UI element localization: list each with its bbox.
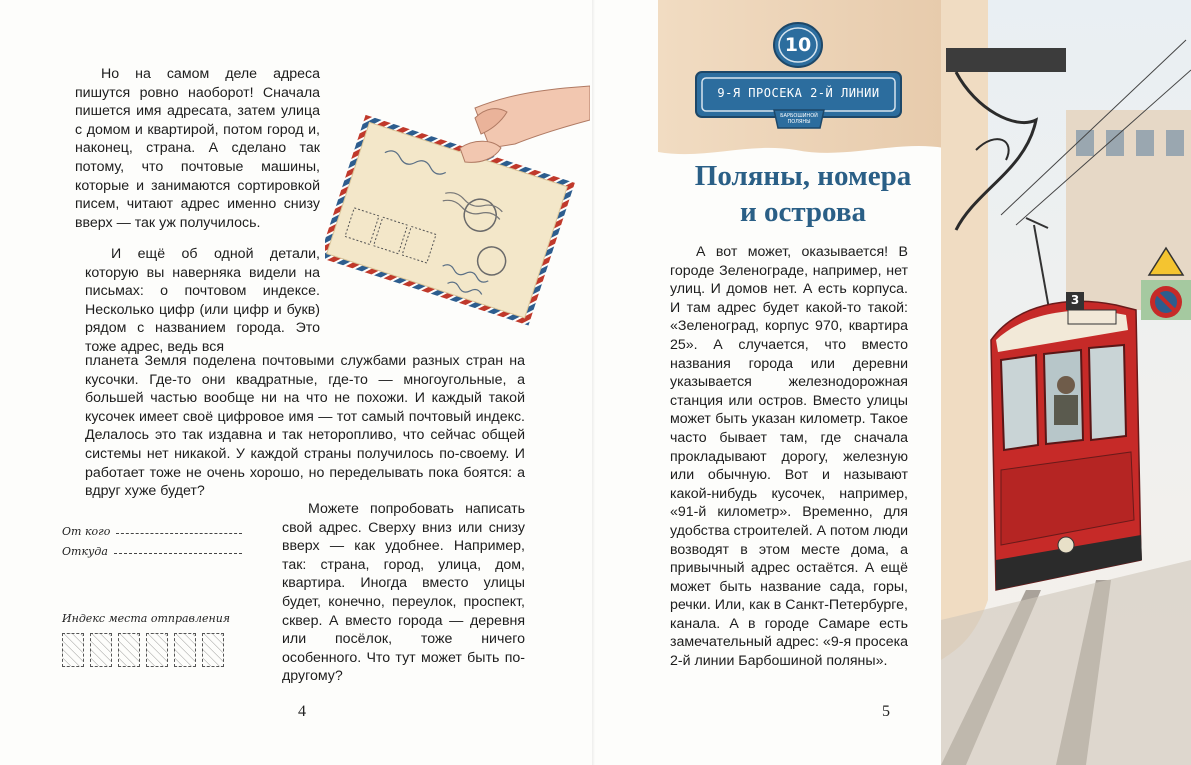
page-number-left: 4 (298, 703, 306, 720)
from-where-row (62, 538, 242, 558)
index-cell[interactable] (62, 633, 84, 667)
tram-drawing (991, 292, 1142, 590)
title-line-1: Поляны, номера (694, 160, 912, 192)
index-cell[interactable] (90, 633, 112, 667)
envelope-illustration (325, 78, 590, 340)
sign-subtext: БАРБОШИНОЙ ПОЛЯНЫ (780, 113, 818, 125)
page-number-right: 5 (882, 703, 890, 720)
index-cells (62, 633, 242, 667)
from-where-label: Откуда (62, 545, 108, 558)
from-where-line[interactable] (114, 553, 242, 554)
from-whom-row (62, 518, 242, 538)
paragraph-1: Но на самом деле адреса пишутся ровно наоборот! Сначала пишется имя адресата, затем улица с домом и квартирой, потом город и, наконец, страна. А сделано так потому, что почтовые машины, которые и занимаются сортировкой писем, читают адрес именно снизу вверх — так уж получилось. (75, 66, 320, 231)
right-page (596, 0, 1191, 765)
address-form (62, 518, 242, 558)
sign-number: 10 (784, 34, 812, 56)
from-whom-line[interactable] (116, 533, 242, 534)
section-title (668, 158, 938, 230)
index-cell[interactable] (118, 633, 140, 667)
tram-number: 3 (1070, 293, 1080, 307)
paragraph-2b: планета Земля поделена почтовыми службами разных стран на кусочки. Где-то они квадратные, где-то — многоугольные, а большей частью вообще ни на что не похожи. И каждый такой кусочек имеет своё цифровое имя — тот самый почтовый индекс. Делалось это так издавна и так неторопливо, что сейчас общей системы нет никакой. У каждой страны получилось по-своему. И работает тоже не очень хорошо, но переделывать пока боятся: а вдруг хуже будет? (85, 353, 525, 500)
right-paragraph: А вот может, оказывается! В городе Зеленограде, например, нет улиц. И домов нет. А есть корпуса. И там адрес будет какой-то такой: «Зеленоград, корпус 970, квартира 25». А случается, что вместо названия города или деревни указывается железнодорожная станция или остров. Вместо улицы может быть указан километр. Такое часто бывает там, где сначала прокладывают дорогу, железную или обычную. Вот и называют какой-нибудь кусочек, например, «91-й километр». Временно, для удобства строителей. А потом люди возводят в этом месте дома, а привычный адрес остаётся. А ещё может быть название сада, горы, речки. Или, как в Санкт-Петербурге, канала. А в городе Самаре есть замечательный адрес: «9-я просека 2-й линии Барбошиной поляны». (670, 244, 908, 670)
paragraph-3: Можете попробовать написать свой адрес. Сверху вниз или снизу вверх — как удобнее. Например, так: страна, город, улица, дом, квартира. Иногда вместо улицы будет, конечно, переулок, проспект, сквер. А вместо города — деревня или посёлок, тоже ничего особенного. Что тут может быть по-другому? (282, 501, 525, 685)
index-cell[interactable] (174, 633, 196, 667)
postal-index-block (62, 612, 242, 667)
index-cell[interactable] (202, 633, 224, 667)
index-cell[interactable] (146, 633, 168, 667)
title-line-2: и острова (740, 196, 866, 228)
from-whom-label: От кого (62, 525, 111, 538)
sign-street-name: 9-Я ПРОСЕКА 2-Й ЛИНИИ (717, 86, 880, 100)
index-label: Индекс места отправления (62, 612, 231, 625)
paragraph-2a: И ещё об одной детали, которую вы наверняка видели на письмах: о почтовом индексе. Несколько цифр (или цифр и букв) рядом с названием города. Это тоже адрес, ведь вся (85, 246, 320, 355)
